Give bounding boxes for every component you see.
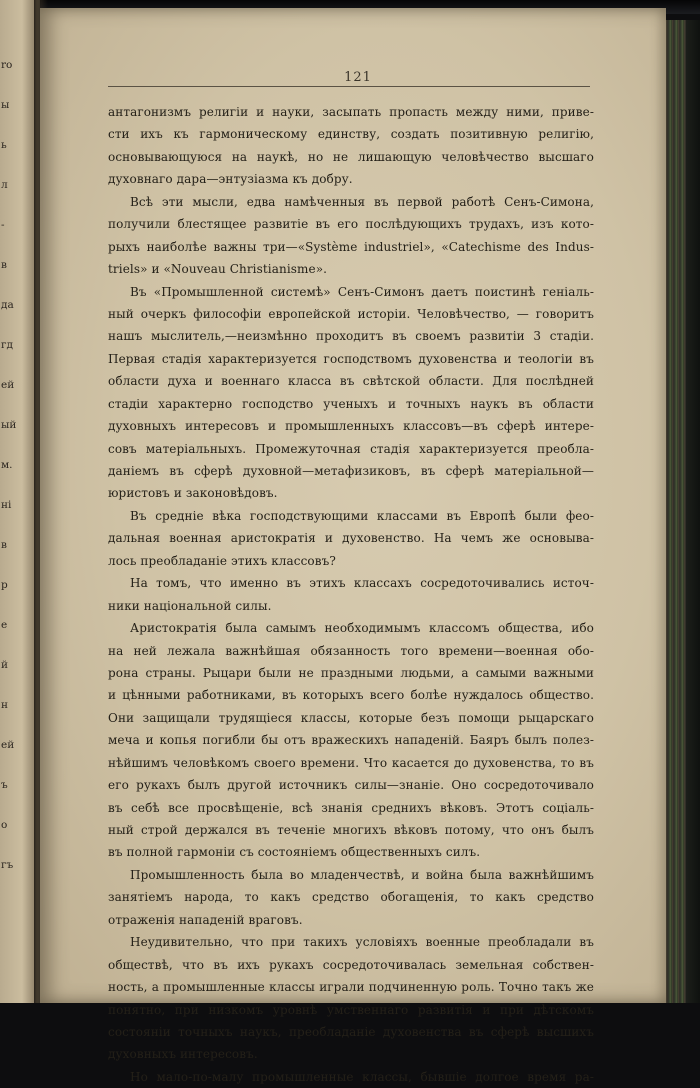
- text-line: получили блестящее развитіе въ его послѣдующихъ трудахъ, изъ кото-: [108, 217, 594, 232]
- text-line: Они защищали трудящіеся классы, которые безъ помощи рыцарскаго: [108, 710, 594, 725]
- text-line: въ полной гармоніи съ состояніемъ общественныхъ силъ.: [108, 845, 481, 860]
- left-page-text-fragment: л: [1, 179, 8, 191]
- text-line: Аристократія была самымъ необходимымъ классомъ общества, ибо: [130, 621, 594, 636]
- text-line: лось преобладаніе этихъ классовъ?: [108, 553, 336, 568]
- text-line: ный строй держался въ теченіе многихъ вѣковъ потому, что онъ былъ: [108, 823, 594, 837]
- text-line: основывающуюся на наукѣ, но не лишающую человѣчество высшаго: [108, 149, 594, 164]
- text-line: дальная военная аристократія и духовенство. На чемъ же основыва-: [108, 531, 594, 546]
- left-page-text-fragment: ы: [1, 99, 10, 111]
- left-page-text-fragment: р: [1, 579, 8, 591]
- text-line: на ней лежала важнѣйшая обязанность того времени—военная обо-: [108, 643, 594, 658]
- text-line: меча и копья погибли бы отъ вражескихъ нападеній. Баяръ былъ полез-: [108, 733, 594, 748]
- left-page-text-fragment: ні: [1, 499, 12, 511]
- text-line: духовнаго дара—энтузіазма къ добру.: [108, 172, 353, 187]
- text-line: обществѣ, что въ ихъ рукахъ сосредоточивалась земельная собствен-: [108, 957, 594, 972]
- left-page-text-fragment: ь: [1, 139, 7, 151]
- text-line: Въ средніе вѣка господствующими классами въ Европѣ были фео-: [130, 508, 594, 523]
- text-line: сти ихъ къ гармоническому единству, создать позитивную религію,: [108, 127, 594, 142]
- text-line: антагонизмъ религіи и науки, засыпать пропасть между ними, приве-: [108, 105, 594, 119]
- left-page-text-fragment: е: [1, 619, 8, 631]
- text-line: Неудивительно, что при такихъ условіяхъ военные преобладали въ: [130, 935, 594, 950]
- text-line: Въ «Промышленной системѣ» Сенъ-Симонъ даетъ поистинѣ геніаль-: [130, 284, 594, 299]
- text-line: даніемъ въ сферѣ духовной—метафизиковъ, въ сферѣ матеріальной—: [108, 464, 594, 478]
- left-page-text-fragment: м.: [1, 459, 13, 471]
- body-text: [108, 101, 594, 1088]
- text-line: состояніи точныхъ наукъ, преобладаніе духовенства въ сферѣ высшихъ: [108, 1024, 594, 1039]
- left-page-text-fragment: н: [1, 699, 8, 711]
- header-rule: [108, 86, 590, 87]
- text-line: На томъ, что именно въ этихъ классахъ сосредоточивались источ-: [130, 576, 594, 591]
- text-line: въ себѣ все просвѣщеніе, всѣ знанія среднихъ вѣковъ. Этотъ соціаль-: [108, 800, 594, 815]
- text-line: юристовъ и законовѣдовъ.: [108, 486, 278, 501]
- text-line: triels» и «Nouveau Christianisme».: [108, 262, 328, 277]
- text-line: его рукахъ былъ другой источникъ силы—знаніе. Оно сосредоточивало: [108, 778, 594, 793]
- text-line: совъ матеріальныхъ. Промежуточная стадія характеризуется преобла-: [108, 441, 594, 456]
- left-page-text-fragment: ro: [1, 59, 13, 71]
- left-page-text-fragment: да: [1, 299, 14, 311]
- text-line: Всѣ эти мысли, едва намѣченныя въ первой работѣ Сенъ-Симона,: [130, 194, 594, 209]
- left-page-text-fragment: ей: [1, 379, 15, 391]
- left-page-text-fragment: в: [1, 259, 7, 271]
- book-cover-edge: [686, 20, 700, 1003]
- text-line: нѣйшимъ человѣкомъ своего времени. Что касается до духовенства, то въ: [108, 755, 594, 770]
- left-page-text-fragment: ей: [1, 739, 15, 751]
- left-page-text-fragment: ый: [1, 419, 17, 431]
- left-page-text-fragment: гд: [1, 339, 13, 351]
- text-line: духовныхъ интересовъ.: [108, 1047, 258, 1062]
- left-page-text-fragment: о: [1, 819, 8, 831]
- text-line: и цѣнными работниками, въ которыхъ всего болѣе нуждалось общество.: [108, 688, 594, 703]
- text-line: Промышленность была во младенчествѣ, и война была важнѣйшимъ: [130, 867, 594, 882]
- page-number: 121: [344, 70, 372, 85]
- text-line: духовныхъ интересовъ и промышленныхъ классовъ—въ сферѣ интере-: [108, 419, 594, 434]
- text-line: ность, а промышленные классы играли подчиненную роль. Точно такъ же: [108, 980, 594, 995]
- text-line: понятно, при низкомъ уровнѣ умственнаго развитія и при дѣтскомъ: [108, 1002, 594, 1017]
- text-line: ники національной силы.: [108, 598, 272, 613]
- left-page-text-fragment: в: [1, 539, 7, 551]
- text-line: отраженія нападеній враговъ.: [108, 912, 303, 927]
- right-page: [40, 8, 666, 1084]
- text-line: занятіемъ народа, то какъ средство обогащенія, то какъ средство: [108, 890, 594, 905]
- text-line: ный очеркъ философіи европейской исторіи. Человѣчество, — говоритъ: [108, 306, 594, 321]
- left-page-text-fragment: ъ: [1, 779, 8, 791]
- text-line: рыхъ наиболѣе важны три—«Système industriel», «Catechisme des Indus-: [108, 239, 594, 254]
- text-line: нашъ мыслитель,—неизмѣнно проходитъ въ своемъ развитіи 3 стадіи.: [108, 329, 594, 344]
- text-line: рона страны. Рыцари были не праздными людьми, а самыми важными: [108, 665, 594, 680]
- page-stack-edges: [666, 20, 700, 1003]
- text-line: стадіи характерно господство ученыхъ и точныхъ наукъ въ области: [108, 396, 594, 411]
- text-line: Первая стадія характеризуется господствомъ духовенства и теологіи въ: [108, 351, 594, 366]
- left-page-text-fragment: -: [1, 219, 5, 231]
- text-line: Но мало-по-малу промышленные классы, бывшіе долгое время ра-: [130, 1069, 594, 1084]
- text-line: области духа и военнаго класса въ свѣтской области. Для послѣдней: [108, 374, 594, 389]
- left-page-text-fragment: гъ: [1, 859, 14, 871]
- left-page-text-fragment: й: [1, 659, 8, 671]
